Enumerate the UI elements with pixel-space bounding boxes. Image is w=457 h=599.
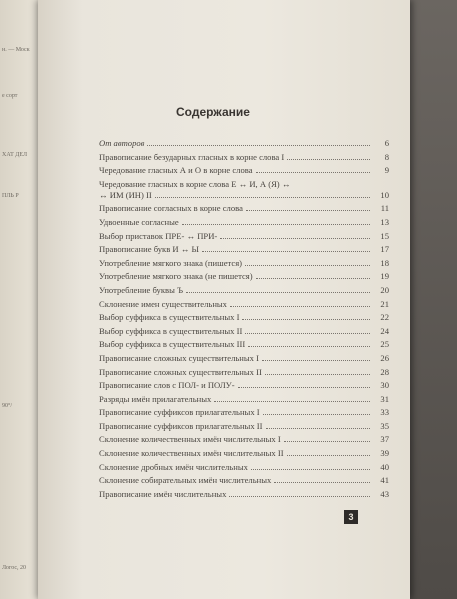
toc-entry bbox=[99, 299, 389, 313]
toc-entry-label: Удвоенные согласные bbox=[99, 216, 179, 227]
toc-entry-label: Правописание безударных гласных в корне слова I bbox=[99, 151, 285, 162]
toc-entry-page: 17 bbox=[380, 244, 389, 255]
toc-entry-label: От авторов bbox=[99, 138, 145, 148]
toc-entry bbox=[99, 380, 389, 394]
toc-entry-page: 40 bbox=[380, 461, 389, 472]
dot-leader bbox=[242, 313, 370, 320]
dot-leader bbox=[256, 166, 370, 173]
dot-leader bbox=[229, 490, 370, 497]
dot-leader bbox=[263, 408, 370, 415]
toc-entry-label: Правописание суффиксов прилагательных II bbox=[99, 420, 263, 431]
toc-entry-label: Выбор приставок ПРЕ- ↔ ПРИ- bbox=[99, 230, 218, 241]
dot-leader bbox=[256, 272, 370, 279]
back-page-text: 90°/ bbox=[2, 403, 13, 409]
toc-entry bbox=[99, 285, 389, 299]
dot-leader bbox=[202, 245, 370, 252]
dot-leader bbox=[220, 232, 370, 239]
toc-entry-page: 9 bbox=[384, 165, 389, 176]
dot-leader bbox=[147, 139, 370, 146]
toc-entry-page: 19 bbox=[380, 271, 389, 282]
dot-leader bbox=[265, 368, 370, 375]
toc-entry-page: 22 bbox=[380, 312, 389, 323]
toc-entry bbox=[99, 312, 389, 326]
toc-entry-page: 33 bbox=[380, 407, 389, 418]
toc-entry bbox=[99, 190, 389, 204]
toc-entry-page: 6 bbox=[384, 138, 389, 148]
toc-entry bbox=[99, 394, 389, 408]
toc-entry-page: 25 bbox=[380, 339, 389, 350]
dot-leader bbox=[251, 463, 370, 470]
toc-entry-page: 35 bbox=[380, 420, 389, 431]
toc-entry bbox=[99, 231, 389, 245]
toc-entry-page: 31 bbox=[380, 393, 389, 404]
toc-entry-label: Правописание слов с ПОЛ- и ПОЛУ- bbox=[99, 380, 235, 391]
toc-entry-label: Выбор суффикса в существительных III bbox=[99, 339, 246, 350]
dot-leader bbox=[274, 476, 370, 483]
toc-entry-page: 15 bbox=[380, 230, 389, 241]
toc-entry-page: 8 bbox=[384, 151, 389, 162]
toc-entry-page: 43 bbox=[380, 488, 389, 499]
toc-entry-page: 24 bbox=[380, 325, 389, 336]
dot-leader bbox=[248, 340, 370, 347]
toc-entry-page: 41 bbox=[380, 475, 389, 486]
dot-leader bbox=[266, 422, 371, 429]
toc-entry-label: Чередование гласных в корне слова Е ↔ И, А (Я) ↔ bbox=[99, 178, 291, 189]
toc-entry-page: 30 bbox=[380, 380, 389, 391]
toc-entry bbox=[99, 448, 389, 462]
toc-entry-page: 10 bbox=[380, 189, 389, 200]
toc-entry bbox=[99, 217, 389, 231]
dot-leader bbox=[287, 153, 370, 160]
dot-leader bbox=[230, 300, 370, 307]
toc-entry bbox=[99, 244, 389, 258]
toc-entry-page: 37 bbox=[380, 434, 389, 445]
toc-entry bbox=[99, 271, 389, 285]
toc-entry-page: 20 bbox=[380, 284, 389, 295]
back-page-text: е сорт bbox=[2, 93, 18, 99]
toc-entry-label: Склонение количественных имён числительных II bbox=[99, 448, 284, 459]
dot-leader bbox=[182, 218, 370, 225]
toc-entry bbox=[99, 407, 389, 421]
dot-leader bbox=[245, 327, 370, 334]
toc-entry bbox=[99, 152, 389, 166]
toc-entry-label: Правописание согласных в корне слова bbox=[99, 203, 243, 214]
dot-leader bbox=[246, 204, 370, 211]
toc-entry-label: Правописание сложных существительных II bbox=[99, 366, 262, 377]
toc-entry bbox=[99, 179, 389, 190]
book-page bbox=[38, 0, 410, 599]
back-page-text: ПЛЬ Р bbox=[2, 193, 19, 199]
toc-entry-label: Разряды имён прилагательных bbox=[99, 393, 212, 404]
dot-leader bbox=[238, 381, 370, 388]
toc-entry-page: 39 bbox=[380, 448, 389, 459]
toc-entry bbox=[99, 421, 389, 435]
toc-entry bbox=[99, 138, 389, 152]
dot-leader bbox=[186, 286, 370, 293]
toc-entry bbox=[99, 258, 389, 272]
dot-leader bbox=[214, 395, 370, 402]
toc-entry-label: Употребление мягкого знака (не пишется) bbox=[99, 271, 253, 282]
toc-entry-page: 18 bbox=[380, 257, 389, 268]
toc-entry-label: Правописание имён числительных bbox=[99, 488, 227, 499]
toc-entry-label: Употребление мягкого знака (пишется) bbox=[99, 257, 243, 268]
toc-entry bbox=[99, 203, 389, 217]
toc-entry-label: Правописание суффиксов прилагательных I bbox=[99, 407, 260, 418]
toc-entry bbox=[99, 367, 389, 381]
toc-entry bbox=[99, 434, 389, 448]
toc-entry-label: Чередование гласных А и О в корне слова bbox=[99, 165, 253, 176]
toc-entry bbox=[99, 326, 389, 340]
toc-entry bbox=[99, 165, 389, 179]
dot-leader bbox=[284, 435, 370, 442]
toc-entry-page: 13 bbox=[380, 216, 389, 227]
toc-entry bbox=[99, 475, 389, 489]
toc-entry-label: Правописание букв И ↔ Ы bbox=[99, 244, 200, 255]
toc-entry-label: Выбор суффикса в существительных II bbox=[99, 325, 243, 336]
toc-entry-page: 11 bbox=[380, 203, 389, 214]
back-page-text: Логос, 20 bbox=[2, 565, 27, 571]
toc-entry-label: Выбор суффикса в существительных I bbox=[99, 312, 240, 323]
toc-entry bbox=[99, 353, 389, 367]
toc-entry bbox=[99, 489, 389, 503]
toc-entry-label: Склонение дробных имён числительных bbox=[99, 461, 248, 472]
toc-entry-page: 21 bbox=[380, 298, 389, 309]
dot-leader bbox=[262, 354, 370, 361]
toc-entry-label: Употребление буквы Ъ bbox=[99, 284, 184, 295]
dot-leader bbox=[245, 259, 370, 266]
toc-entry-page: 26 bbox=[380, 352, 389, 363]
toc-entry-label: Склонение количественных имён числительных I bbox=[99, 434, 281, 445]
toc-entry-label: Склонение собирательных имён числительных bbox=[99, 475, 272, 486]
toc-title: Содержание bbox=[176, 105, 250, 119]
toc-entry-label: Правописание сложных существительных I bbox=[99, 352, 259, 363]
toc-list bbox=[99, 138, 389, 502]
toc-entry bbox=[99, 462, 389, 476]
page-number: 3 bbox=[344, 510, 358, 524]
toc-entry-label: ↔ ИМ (ИН) II bbox=[99, 189, 152, 200]
dot-leader bbox=[155, 191, 370, 198]
back-page-text: ХАТ ДЕЛ bbox=[2, 152, 28, 158]
toc-entry-page: 28 bbox=[380, 366, 389, 377]
toc-entry-label: Склонение имен существительных bbox=[99, 298, 227, 309]
toc-entry bbox=[99, 339, 389, 353]
back-page-text: н. — Моск bbox=[2, 47, 30, 53]
dot-leader bbox=[287, 449, 370, 456]
